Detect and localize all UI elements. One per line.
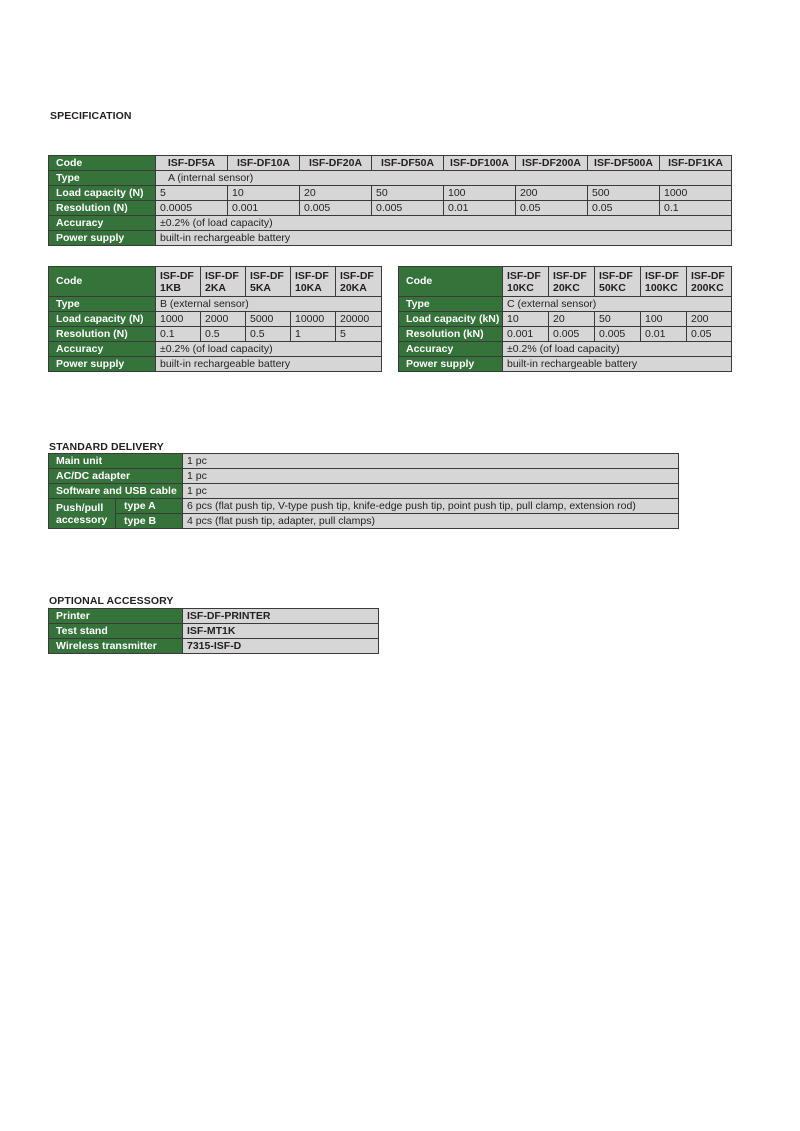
resolution-value: 0.01 [444,201,516,216]
model-code [156,267,201,297]
code-label: Code [399,267,503,297]
table-row [49,327,382,342]
resolution-value: 0.5 [201,327,246,342]
load-capacity-value: 10 [228,186,300,201]
type-label: Type [399,297,503,312]
model-code [291,267,336,297]
table-row [399,267,732,297]
table-row [49,156,732,171]
accuracy-value: ±0.2% (of load capacity) [156,216,732,231]
type-a-value: 6 pcs (flat push tip, V-type push tip, knife-edge push tip, point push tip, pull clamp, extension rod) [183,499,679,514]
model-code [336,267,382,297]
table-row [49,514,679,529]
optional-accessory-table [48,608,379,654]
code-label: Code [49,156,156,171]
power-supply-label: Power supply [49,357,156,372]
table-row [49,454,679,469]
table-row [399,357,732,372]
model-code-line: ISF-DF [553,269,587,282]
table-row [49,216,732,231]
code-label: Code [49,267,156,297]
load-capacity-label: Load capacity (N) [49,186,156,201]
table-row [49,186,732,201]
pushpull-label-line: Push/pull [56,501,104,514]
resolution-value: 0.1 [156,327,201,342]
table-row [399,312,732,327]
model-code-line: ISF-DF [295,269,329,282]
type-b-label: type B [116,514,183,529]
software-label: Software and USB cable [49,484,183,499]
power-supply-value: built-in rechargeable battery [156,231,732,246]
load-capacity-value: 20 [300,186,372,201]
model-code-line: 100KC [645,281,678,294]
table-row [49,267,382,297]
model-code-line: 50KC [599,281,626,294]
power-supply-label: Power supply [49,231,156,246]
resolution-value: 0.005 [300,201,372,216]
model-code-line: 1KB [160,281,182,294]
accuracy-label: Accuracy [49,216,156,231]
load-capacity-value: 200 [687,312,732,327]
model-code-line: ISF-DF [250,269,284,282]
power-supply-value: built-in rechargeable battery [156,357,382,372]
main-unit-value: 1 pc [183,454,679,469]
printer-value: ISF-DF-PRINTER [183,609,379,624]
load-capacity-value: 2000 [201,312,246,327]
type-label: Type [49,297,156,312]
accuracy-label: Accuracy [399,342,503,357]
resolution-value: 0.005 [372,201,444,216]
model-code-line: 5KA [250,281,272,294]
load-capacity-value: 100 [444,186,516,201]
model-code-line: 2KA [205,281,227,294]
type-value: B (external sensor) [156,297,382,312]
power-supply-value: built-in rechargeable battery [503,357,732,372]
table-row [399,297,732,312]
type-label: Type [49,171,156,186]
power-supply-label: Power supply [399,357,503,372]
load-capacity-value: 5000 [246,312,291,327]
table-row [49,357,382,372]
standard-delivery-heading: STANDARD DELIVERY [49,441,164,453]
model-code-line: ISF-DF [507,269,541,282]
load-capacity-value: 500 [588,186,660,201]
wireless-transmitter-label: Wireless transmitter [49,639,183,654]
table-row [49,639,379,654]
load-capacity-label: Load capacity (kN) [399,312,503,327]
load-capacity-value: 10 [503,312,549,327]
resolution-value: 0.005 [549,327,595,342]
adapter-value: 1 pc [183,469,679,484]
accuracy-value: ±0.2% (of load capacity) [503,342,732,357]
model-code [201,267,246,297]
spec-table-type-a [48,155,732,246]
type-value: A (internal sensor) [156,171,732,186]
model-code [687,267,732,297]
spec-table-type-c [398,266,732,372]
load-capacity-value: 5 [156,186,228,201]
load-capacity-value: 100 [641,312,687,327]
resolution-value: 0.05 [516,201,588,216]
resolution-label: Resolution (N) [49,327,156,342]
table-row [49,484,679,499]
model-code-line: ISF-DF [691,269,725,282]
table-row [49,609,379,624]
pushpull-accessory-label [49,499,116,529]
model-code [641,267,687,297]
type-b-value: 4 pcs (flat push tip, adapter, pull clamps) [183,514,679,529]
table-row [49,624,379,639]
resolution-value: 0.5 [246,327,291,342]
model-code: ISF-DF5A [156,156,228,171]
model-code-line: 20KA [340,281,367,294]
load-capacity-value: 1000 [660,186,732,201]
model-code [246,267,291,297]
table-row [49,171,732,186]
model-code-line: ISF-DF [340,269,374,282]
table-row [49,201,732,216]
model-code [549,267,595,297]
load-capacity-value: 20000 [336,312,382,327]
load-capacity-label: Load capacity (N) [49,312,156,327]
table-row [49,231,732,246]
resolution-value: 0.0005 [156,201,228,216]
resolution-value: 0.001 [503,327,549,342]
table-row [399,342,732,357]
resolution-value: 5 [336,327,382,342]
resolution-value: 0.05 [687,327,732,342]
specification-heading: SPECIFICATION [50,110,132,122]
model-code-line: 10KC [507,281,534,294]
table-row [49,469,679,484]
model-code-line: ISF-DF [645,269,679,282]
table-row [399,327,732,342]
resolution-value: 0.05 [588,201,660,216]
load-capacity-value: 20 [549,312,595,327]
model-code: ISF-DF50A [372,156,444,171]
software-value: 1 pc [183,484,679,499]
load-capacity-value: 50 [372,186,444,201]
type-a-label: type A [116,499,183,514]
load-capacity-value: 50 [595,312,641,327]
wireless-transmitter-value: 7315-ISF-D [183,639,379,654]
model-code: ISF-DF20A [300,156,372,171]
test-stand-value: ISF-MT1K [183,624,379,639]
resolution-value: 1 [291,327,336,342]
optional-accessory-heading: OPTIONAL ACCESSORY [49,595,174,607]
table-row [49,499,679,514]
accuracy-value: ±0.2% (of load capacity) [156,342,382,357]
resolution-value: 0.01 [641,327,687,342]
model-code: ISF-DF10A [228,156,300,171]
test-stand-label: Test stand [49,624,183,639]
accuracy-label: Accuracy [49,342,156,357]
model-code [595,267,641,297]
model-code: ISF-DF200A [516,156,588,171]
table-row [49,297,382,312]
resolution-value: 0.001 [228,201,300,216]
type-value: C (external sensor) [503,297,732,312]
model-code-line: 200KC [691,281,724,294]
model-code-line: ISF-DF [599,269,633,282]
load-capacity-value: 1000 [156,312,201,327]
printer-label: Printer [49,609,183,624]
model-code-line: ISF-DF [160,269,194,282]
standard-delivery-table [48,453,679,529]
resolution-label: Resolution (kN) [399,327,503,342]
model-code: ISF-DF100A [444,156,516,171]
model-code-line: 20KC [553,281,580,294]
pushpull-label-line: accessory [56,513,108,526]
load-capacity-value: 200 [516,186,588,201]
model-code-line: ISF-DF [205,269,239,282]
table-row [49,312,382,327]
load-capacity-value: 10000 [291,312,336,327]
table-row [49,342,382,357]
adapter-label: AC/DC adapter [49,469,183,484]
resolution-value: 0.1 [660,201,732,216]
model-code [503,267,549,297]
spec-table-type-b [48,266,382,372]
model-code: ISF-DF1KA [660,156,732,171]
model-code-line: 10KA [295,281,322,294]
resolution-value: 0.005 [595,327,641,342]
main-unit-label: Main unit [49,454,183,469]
resolution-label: Resolution (N) [49,201,156,216]
model-code: ISF-DF500A [588,156,660,171]
